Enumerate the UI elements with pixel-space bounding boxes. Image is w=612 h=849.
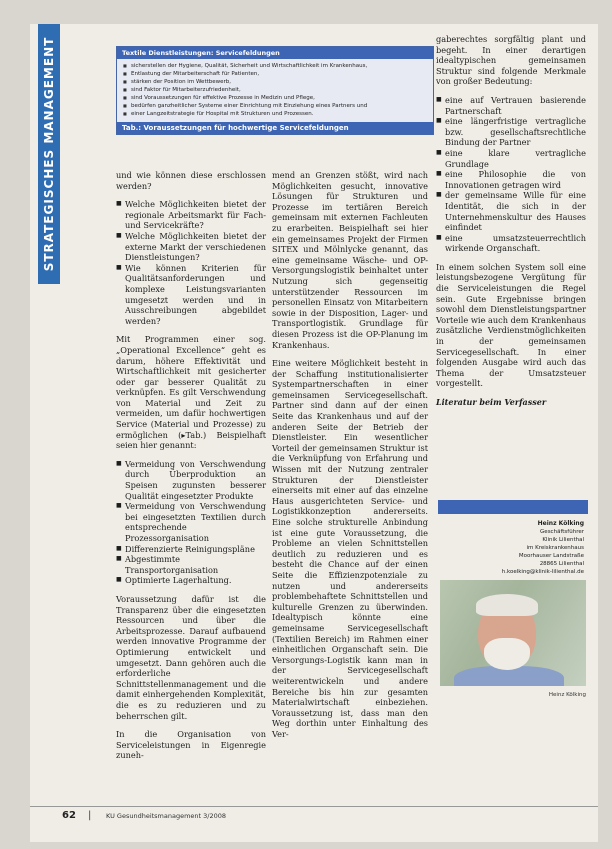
author-email[interactable]: h.koelking@klinik-lilienthal.de [501, 569, 584, 575]
photo-hair [476, 594, 538, 616]
paragraph: Eine weitere Möglichkeit besteht in der Schaffung institutionalisierter Systempartnerschaften in einer gemeinsamen Servicegesellschaft. Partner sind dann auf der einen Seite das Krankenhaus und auf der anderen Seite der Betrieb der Dienstleister. Ein wesentlicher Vorteil der gemeinsamen Struktur ist die Verknüpfung von Erfahrung und Wissen mit der Nutzung zentraler Strukturen der Dienstleister einerseits mit einer auf das einzelne Haus ausgerichteten Service- und Logistikkonzeption andererseits. Eine solche strukturelle Anbindung ist eine gute Voraussetzung, die Probleme an vielen Schnittstellen deutlich zu reduzieren und es besteht die Chance auf der einen Seite die Effizienzpotenziale zu nutzen und andererseits problembehaftete Schnittstellen und kulturelle Grenzen zu überwinden. Idealtypisch könnte eine gemeinsame Servicegesellschaft (Textilien Bereich) im Rahmen einer einheitlichen Organschaft sein. Die Versorgungs-Logistik kann man in der Servicegesellschaft weiterentwickeln und andere Bereiche bis hin zur gesamten Materialwirtschaft einbeziehen. Voraussetzung ist, dass man den Weg dorthin unter Einhaltung des Ver- [272, 358, 428, 739]
author-line: Klinik Lilienthal [542, 537, 584, 543]
list-item: ■ eine Philosophie die von Innovationen getragen wird [445, 169, 586, 190]
paragraph: Mit Programmen einer sog. „Operational Excellence“ geht es darum, höhere Effektivität und Wirtschaftlichkeit mit gesicherter oder gar besserer Qualität zu verknüpfen. Es gilt Verschwendung von Material und Zeit zu vermeiden, um dafür hochwertigen Service (Material und Prozesse) zu ermöglichen (▸Tab.) Beispielhaft seien hier genannt: [116, 334, 266, 451]
info-box-item: ■ Entlastung der Mitarbeiterschaft für Patienten, [131, 70, 429, 78]
list-item: ■ der gemeinsame Wille für eine Identität, die sich in der Unternehmenskultur des Hauses einfindet [445, 190, 586, 232]
info-box-title: Textile Dienstleistungen: Servicefeldungen [117, 47, 433, 59]
info-box [116, 46, 434, 135]
paragraph: Voraussetzung dafür ist die Transparenz über die eingesetzten Ressourcen und über die Arbeitsprozesse. Darauf aufbauend werden innovative Programme der Optimierung entwickelt und umgesetzt. Dann gehören auch die erforderliche Schnittstellenmanagement und die damit einhergehenden Komplexität, die es zu reduzieren und zu beherrschen gilt. [116, 593, 266, 721]
bullet-list [436, 95, 586, 254]
list-item: ■ eine umsatzsteuerrechtlich wirkende Organschaft. [445, 233, 586, 254]
column-3 [436, 34, 586, 416]
page-number: 62 [62, 810, 76, 821]
info-box-item: ■ sind Faktor für Mitarbeiterzufriedenheit, [131, 86, 429, 94]
footer-separator: | [88, 810, 92, 821]
list-item: ■ Vermeidung von Verschwendung bei eingesetzten Textilien durch entsprechende Prozessorganisation [125, 501, 266, 543]
info-box-list [117, 62, 433, 118]
list-item: ■ Vermeidung von Verschwendung durch Überproduktion an Speisen zugunsten besserer Qualität eingesetzter Produkte [125, 459, 266, 501]
author-line: 28865 Lilienthal [539, 561, 584, 567]
author-line: im Kreiskrankenhaus [526, 545, 584, 551]
paragraph: und wie können diese erschlossen werden? [116, 170, 266, 191]
list-item: ■ Differenzierte Reinigungspläne [125, 544, 266, 555]
author-info [438, 520, 584, 576]
author-photo [440, 580, 586, 686]
list-item: ■ Wie können Kriterien für Qualitätsanforderungen und komplexe Leistungsvarianten umgesetzt werden und in Ausschreibungen abgebildet werden? [125, 263, 266, 327]
list-item: ■ eine auf Vertrauen basierende Partnerschaft [445, 95, 586, 116]
info-box-item: ■ bedürfen ganzheitlicher Systeme einer Einrichtung mit Einziehung eines Partners und [131, 102, 429, 110]
section-tab-label: STRATEGISCHES MANAGEMENT [42, 36, 56, 272]
literature-note: Literatur beim Verfasser [436, 397, 547, 407]
info-box-item: ■ sind Voraussetzungen für effektive Prozesse in Medizin und Pflege, [131, 94, 429, 102]
info-box-item: ■ stärken der Position im Wettbewerb, [131, 78, 429, 86]
paragraph: mend an Grenzen stößt, wird nach Möglichkeiten gesucht, innovative Lösungen für Strukturen und Prozesse im tertiären Bereich gemeinsam mit externen Fachleuten zu erarbeiten. Beispielhaft sei hier ein gemeinsames Projekt der Firmen SITEX und Mölnlycke genannt, das eine gemeinsame Wäsche- und OP-Versorgungslogistik beinhaltet unter Nutzung sich gegenseitig unterstützender Ressourcen im personellen Einsatz von Mitarbeitern sowie in der Disposition, Lager- und Transportlogistik. Grundlage für diesen Prozess ist die OP-Planung im Krankenhaus. [272, 170, 428, 350]
info-box-item: ■ einer Langzeitstrategie für Hospital mit Strukturen und Prozessen. [131, 110, 429, 118]
photo-caption: Heinz Kölking [548, 692, 586, 698]
list-item: ■ eine klare vertragliche Grundlage [445, 148, 586, 169]
info-box-item: ■ sicherstellen der Hygiene, Qualität, Sicherheit und Wirtschaftlichkeit im Krankenhaus, [131, 62, 429, 70]
list-item: ■ Welche Möglichkeiten bietet der externe Markt der verschiedenen Dienstleistungen? [125, 231, 266, 263]
photo-beard [484, 638, 530, 670]
author-line: Geschäftsführer [540, 529, 584, 535]
author-name: Heinz Kölking [537, 520, 584, 527]
bullet-list [116, 199, 266, 326]
paragraph: In die Organisation von Serviceleistungen in Eigenregie zuneh- [116, 729, 266, 761]
author-line: Moorhauser Landstraße [518, 553, 584, 559]
paragraph: gaberechtes sorgfältig plant und begeht. In einer derartigen idealtypischen gemeinsamen Struktur sind folgende Merkmale von großer Bedeutung: [436, 34, 586, 87]
table-caption: Tab.: Voraussetzungen für hochwertige Servicefeldungen [117, 122, 433, 134]
bullet-list [116, 459, 266, 586]
list-item: ■ eine längerfristige vertragliche bzw. gesellschaftsrechtliche Bindung der Partner [445, 116, 586, 148]
paragraph: In einem solchen System soll eine leistungsbezogene Vergütung für die Serviceleistungen die Regel sein. Gute Ergebnisse bringen sowohl dem Dienstleistungspartner Vorteile wie auch dem Krankenhaus zusätzliche Verdienstmöglichkeiten in der gemeinsamen Servicegesellschaft. In einer folgenden Ausgabe wird auch das Thema der Umsatzsteuer vorgestellt. [436, 261, 586, 389]
column-2 [272, 170, 428, 747]
footer-divider [30, 806, 598, 807]
journal-name: KU Gesundheitsmanagement 3/2008 [106, 812, 227, 820]
list-item: ■ Optimierte Lagerhaltung. [125, 575, 266, 586]
page [30, 24, 598, 842]
list-item: ■ Abgestimmte Transportorganisation [125, 554, 266, 575]
section-tab [38, 24, 60, 284]
list-item: ■ Welche Möglichkeiten bietet der regionale Arbeitsmarkt für Fach- und Servicekräfte? [125, 199, 266, 231]
author-bar [438, 500, 588, 514]
column-1 [116, 170, 266, 769]
